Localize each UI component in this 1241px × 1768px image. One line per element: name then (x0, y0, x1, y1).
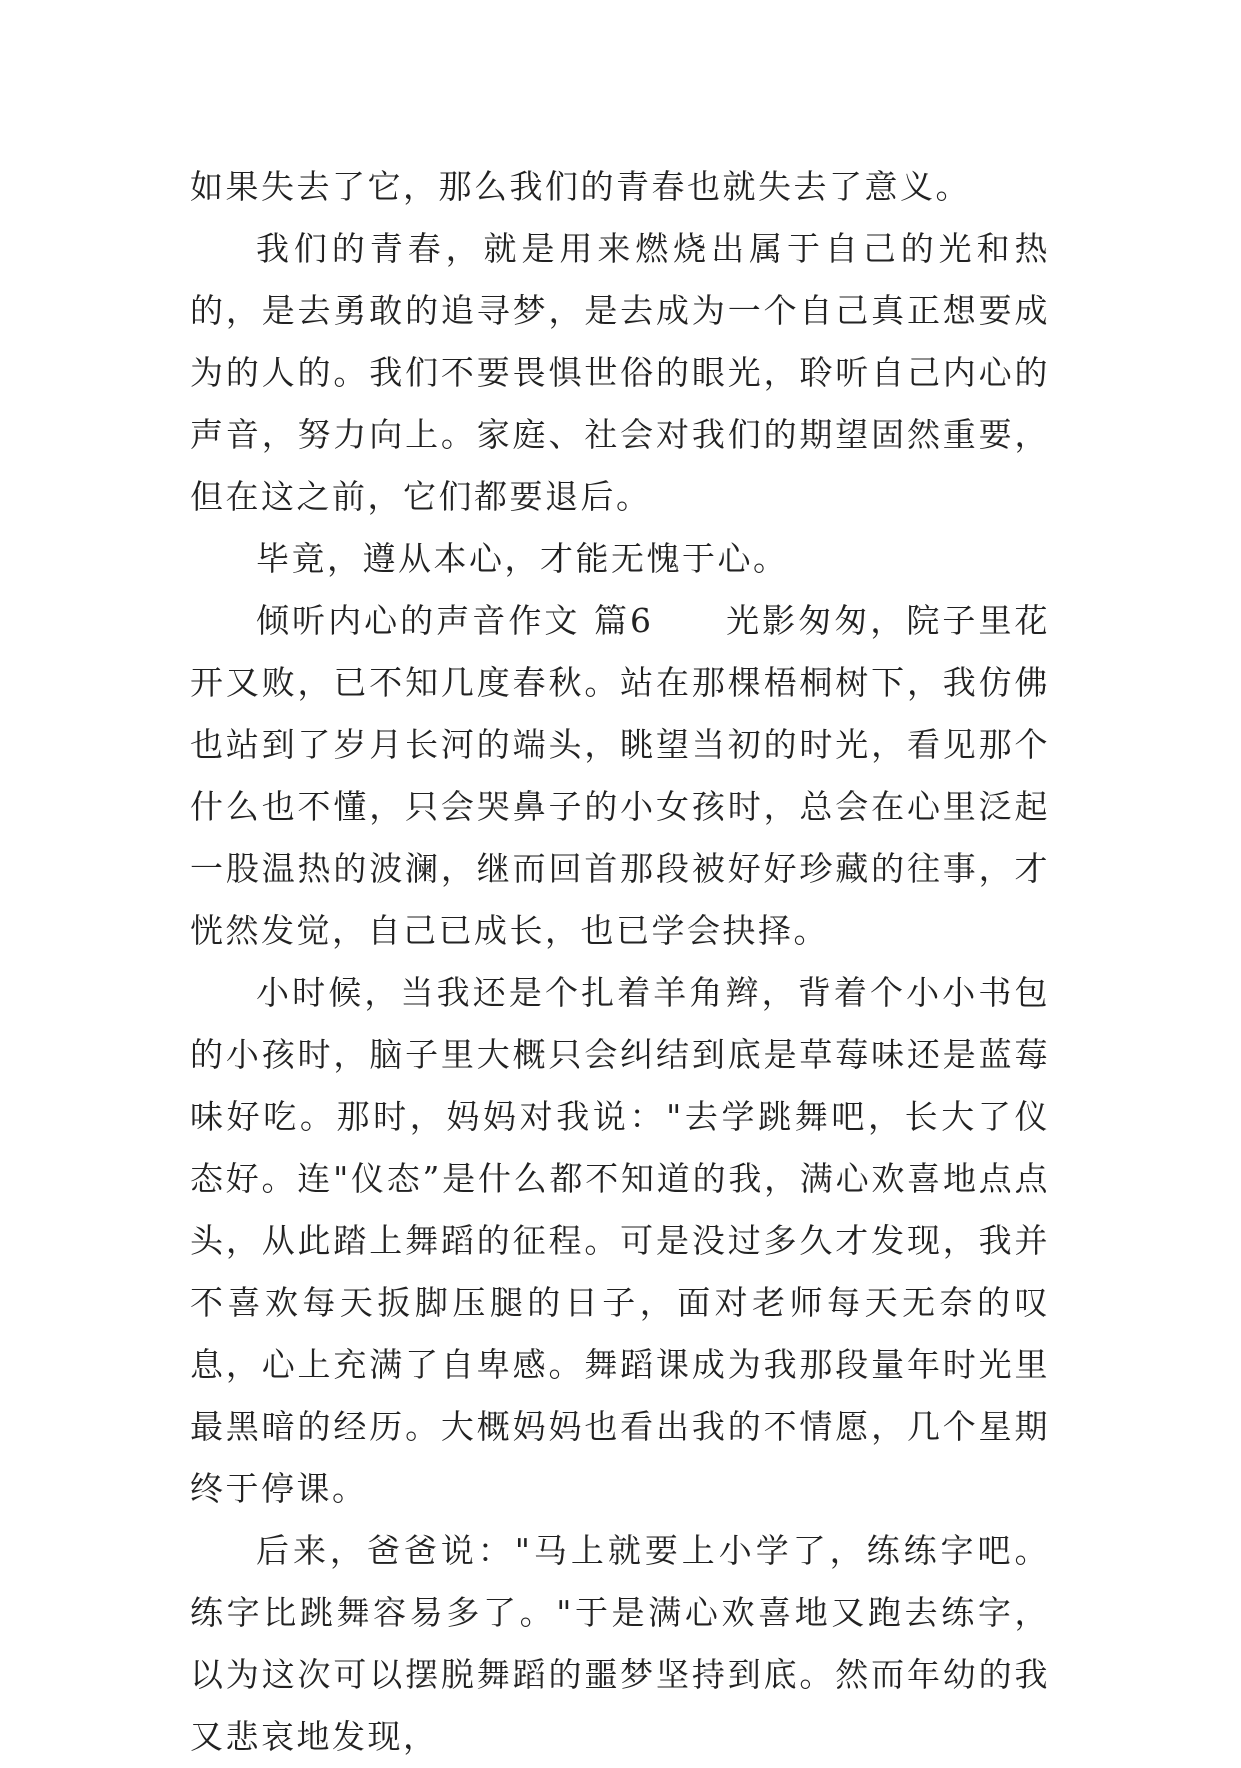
paragraph-conclusion: 毕竟，遵从本心，才能无愧于心。 (256, 539, 789, 578)
paragraph-childhood-dance: 小时候，当我还是个扎着羊角辫，背着个小小书包的小孩时，脑子里大概只会纠结到底是草莓味还是蓝莓味好吃。那时，妈妈对我说："去学跳舞吧，长大了仪态好。连"仪态”是什么都不知道的我，满心欢喜地点点头，从此踏上舞蹈的征程。可是没过多久才发现，我并不喜欢每天扳脚压腿的日子，面对老师每天无奈的叹息，心上充满了自卑感。舞蹈课成为我那段量年时光里最黑暗的经历。大概妈妈也看出我的不情愿，几个星期终于停课。 (190, 973, 1050, 1508)
paragraph-calligraphy: 后来，爸爸说："马上就要上小学了，练练字吧。练字比跳舞容易多了。"于是满心欢喜地又跑去练字，以为这次可以摆脱舞蹈的噩梦坚持到底。然而年幼的我又悲哀地发现， (190, 1531, 1050, 1756)
document-body (190, 156, 1050, 1768)
paragraph-youth: 我们的青春，就是用来燃烧出属于自己的光和热的，是去勇敢的追寻梦，是去成为一个自己真正想要成为的人的。我们不要畏惧世俗的眼光，聆听自己内心的声音，努力向上。家庭、社会对我们的期望固然重要，但在这之前，它们都要退后。 (190, 229, 1050, 516)
paragraph-essay-6-intro: 倾听内心的声音作文 篇6 光影匆匆，院子里花开又败，已不知几度春秋。站在那棵梧桐树下，我仿佛也站到了岁月长河的端头，眺望当初的时光，看见那个什么也不懂，只会哭鼻子的小女孩时，总会在心里泛起一股温热的波澜，继而回首那段被好好珍藏的往事，才恍然发觉，自己已成长，也已学会抉择。 (190, 601, 1050, 950)
paragraph-continuation: 如果失去了它，那么我们的青春也就失去了意义。 (190, 167, 971, 206)
